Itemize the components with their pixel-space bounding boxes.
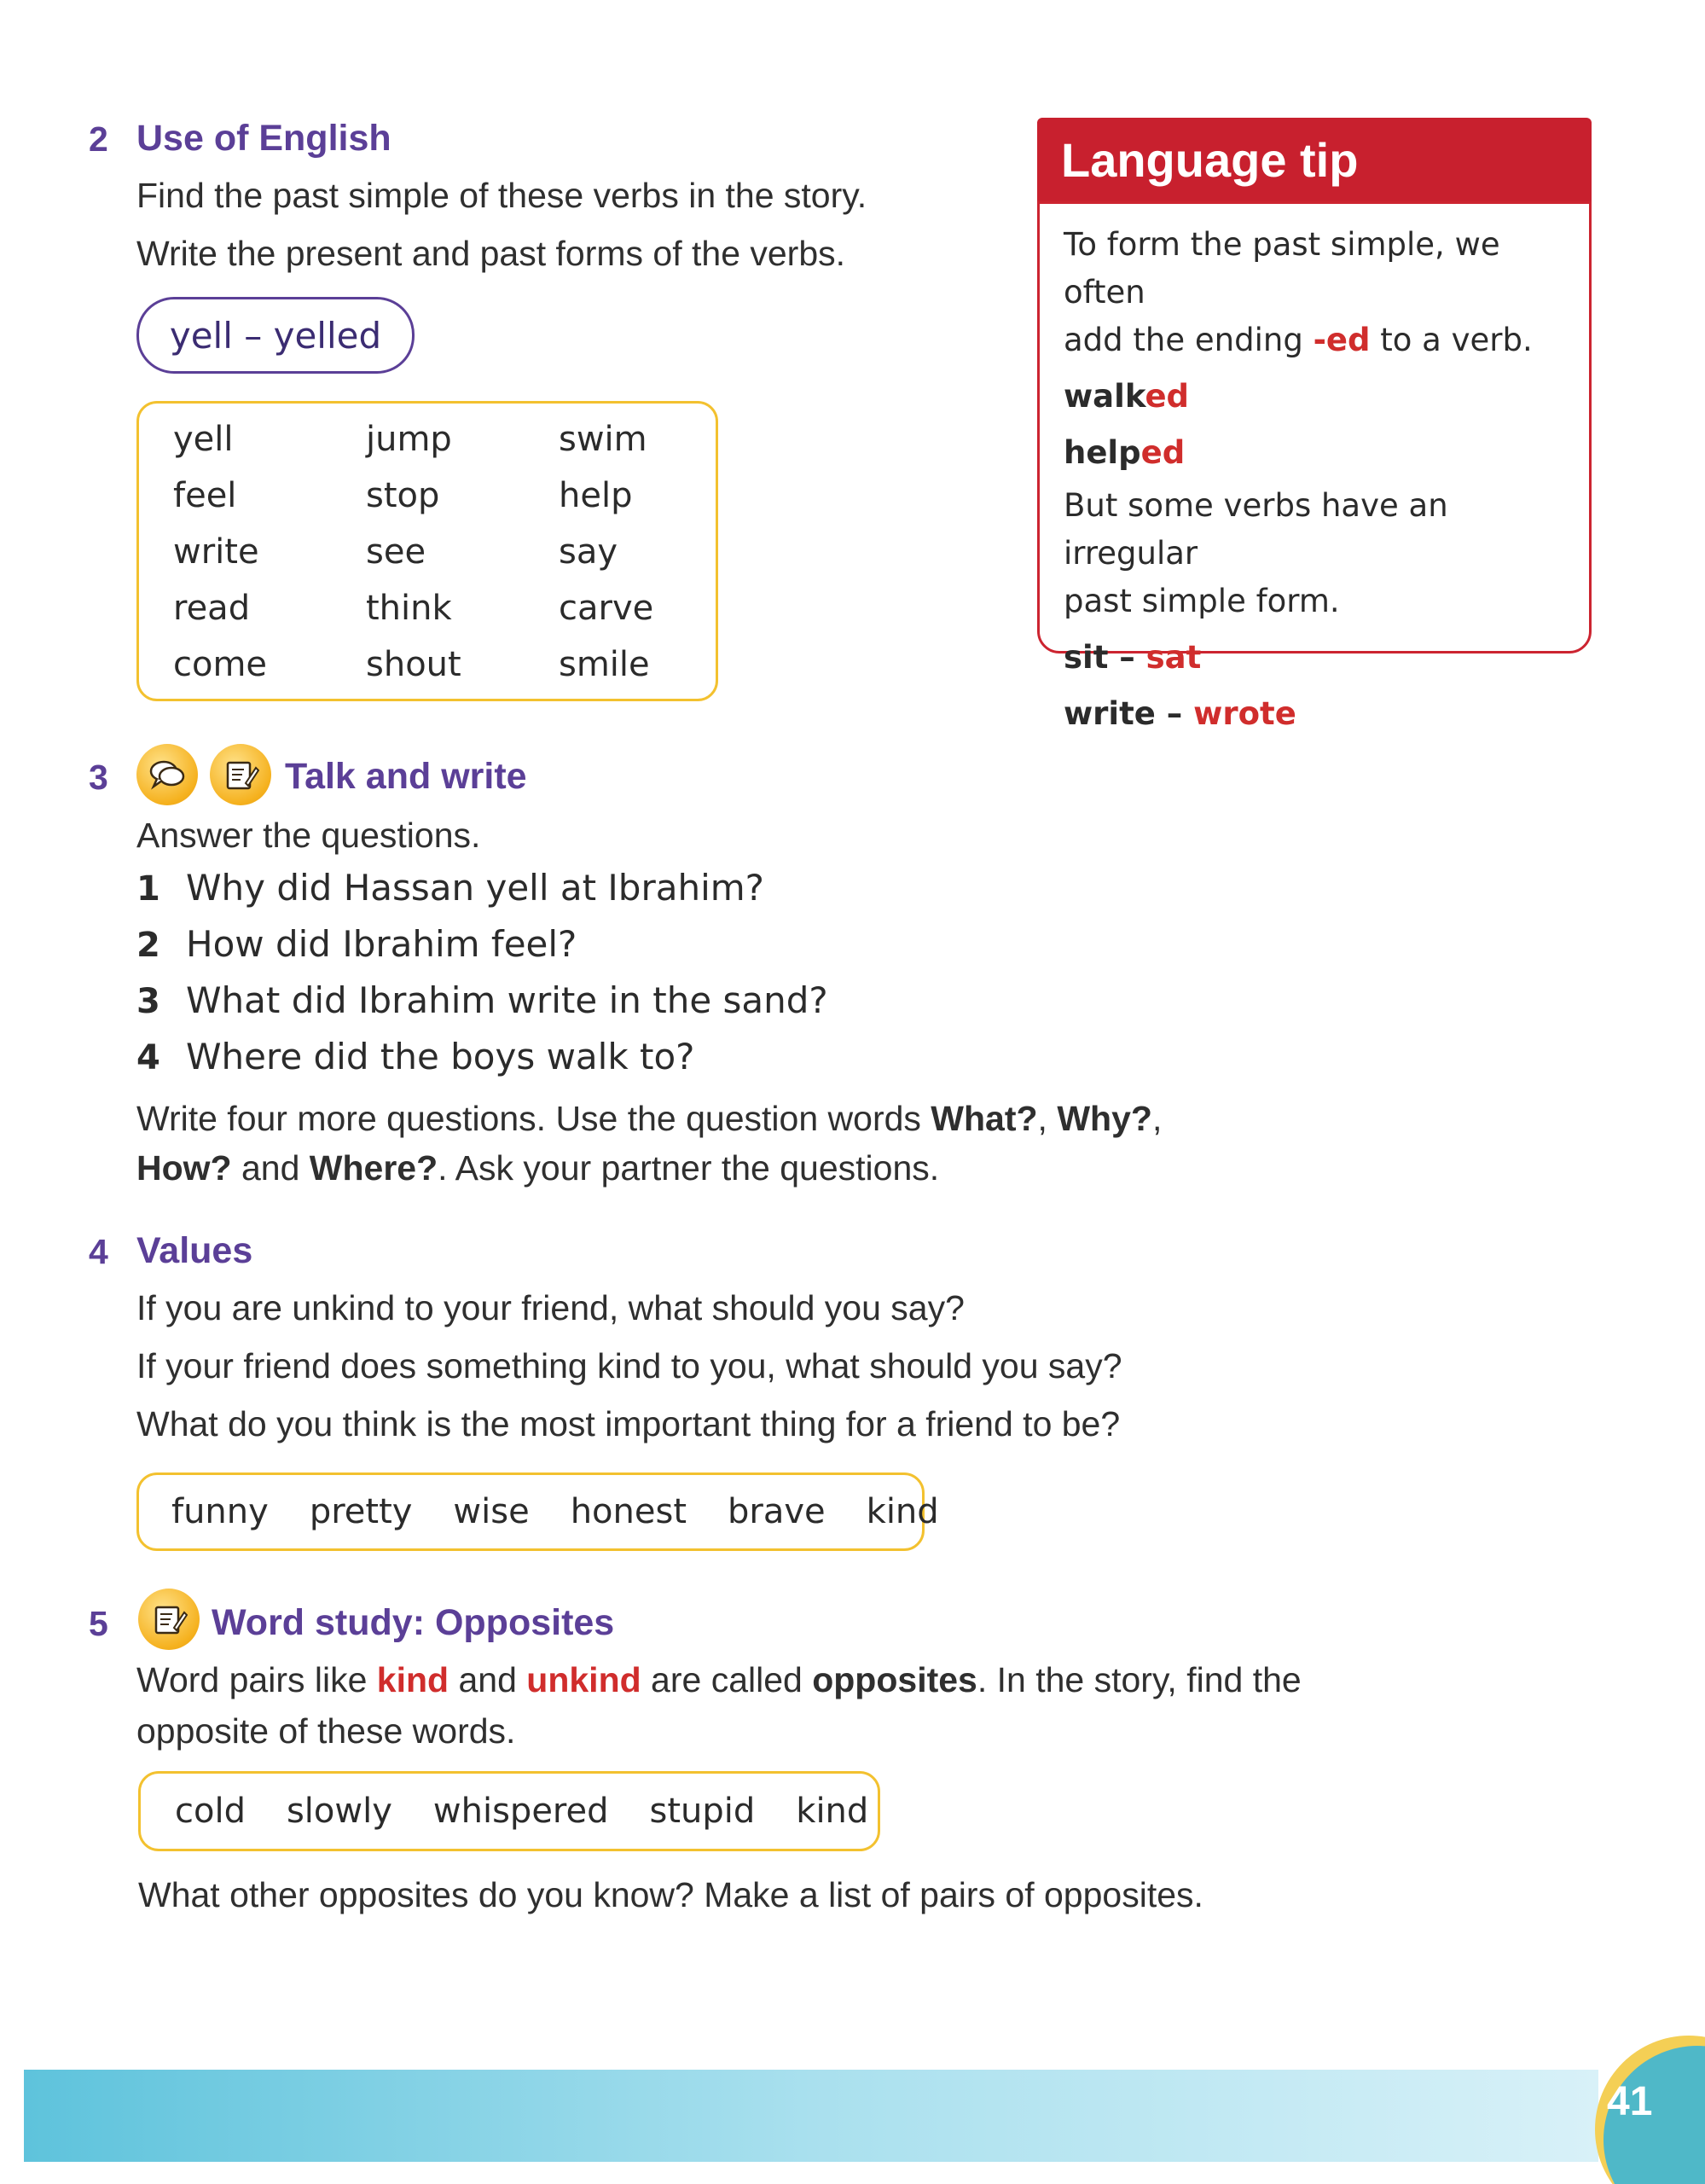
section-3-title: Talk and write — [285, 756, 527, 797]
opposite-word: cold — [175, 1792, 246, 1831]
section-5-final: What other opposites do you know? Make a list of pairs of opposites. — [138, 1875, 1203, 1914]
question-number: 2 — [136, 926, 160, 965]
opposite-word: whispered — [432, 1792, 609, 1831]
opposites-words — [175, 1774, 878, 1849]
tip-example-sat — [1064, 634, 1565, 682]
verb-box — [136, 401, 718, 701]
section-2-line1: Find the past simple of these verbs in the story. — [136, 176, 867, 215]
verb: say — [559, 532, 618, 572]
opposites-word-box — [138, 1771, 880, 1851]
tip-example-ending: ed — [1140, 434, 1186, 471]
verb: carve — [559, 589, 654, 628]
question-item — [136, 867, 828, 923]
tip-example-past: wrote — [1193, 695, 1296, 732]
question-item — [136, 923, 828, 979]
para-text: . In the story, find the — [977, 1660, 1302, 1699]
page-corner — [1569, 2030, 1705, 2184]
tip-line3: But some verbs have an irregular — [1064, 487, 1448, 572]
tip-line1: To form the past simple, we often — [1064, 226, 1500, 311]
verb: stop — [366, 476, 440, 515]
section-3-intro: Answer the questions. — [136, 816, 481, 855]
section-3-para-line1 — [136, 1099, 1162, 1139]
verb: swim — [559, 420, 647, 459]
notepad-pencil-icon — [222, 756, 259, 793]
section-4-line2: If your friend does something kind to you, what should you say? — [136, 1346, 1122, 1385]
section-3-number: 3 — [89, 758, 108, 797]
verb: feel — [173, 476, 237, 515]
verb: read — [173, 589, 251, 628]
section-2-title: Use of English — [136, 118, 391, 159]
question-item — [136, 979, 828, 1036]
tip-line4: past simple form. — [1064, 583, 1340, 619]
tip-example-base: walk — [1064, 378, 1145, 415]
verb: smile — [559, 645, 650, 684]
section-5-para-line1 — [136, 1660, 1302, 1700]
section-3-para-line2 — [136, 1148, 939, 1188]
tip-example-walked — [1064, 373, 1565, 421]
section-5-title: Word study: Opposites — [212, 1602, 615, 1643]
values-word-box — [136, 1472, 939, 1551]
tip-example-base: help — [1064, 434, 1141, 471]
tip-text: add the ending — [1064, 322, 1314, 358]
speech-bubbles-icon — [148, 758, 186, 792]
section-2-number: 2 — [89, 119, 108, 159]
values-words — [171, 1475, 939, 1548]
value-word: brave — [728, 1492, 826, 1531]
question-word: What? — [931, 1099, 1038, 1138]
question-text: What did Ibrahim write in the sand? — [186, 979, 828, 1021]
example-pill — [136, 297, 415, 374]
highlight-word: unkind — [526, 1660, 641, 1699]
verb: jump — [366, 420, 452, 459]
verb: come — [173, 645, 268, 684]
verb: think — [366, 589, 452, 628]
value-word: kind — [866, 1492, 939, 1531]
tip-body — [1037, 201, 1592, 732]
tip-example-base: sit – — [1064, 639, 1146, 676]
opposite-word: slowly — [286, 1792, 392, 1831]
para-text: , — [1151, 1099, 1163, 1138]
question-number: 3 — [136, 982, 160, 1021]
verb: see — [366, 532, 426, 572]
bold-word: opposites — [812, 1660, 977, 1699]
write-icon — [138, 1589, 200, 1650]
opposite-word: stupid — [649, 1792, 756, 1831]
tip-example-ending: ed — [1145, 378, 1190, 415]
section-4-line1: If you are unkind to your friend, what should you say? — [136, 1288, 965, 1327]
tip-example-helped — [1064, 429, 1565, 477]
value-word: honest — [570, 1492, 687, 1531]
page-number: 41 — [1607, 2079, 1653, 2124]
example-text: yell – yelled — [169, 314, 382, 357]
verb: write — [173, 532, 259, 572]
tip-example-wrote — [1064, 690, 1565, 738]
section-4-title: Values — [136, 1230, 253, 1271]
talk-icon — [136, 744, 198, 805]
para-text: . Ask your partner the questions. — [438, 1148, 940, 1188]
question-text: Where did the boys walk to? — [186, 1036, 695, 1077]
verb: help — [559, 476, 633, 515]
value-word: funny — [171, 1492, 269, 1531]
para-text: Write four more questions. Use the question words — [136, 1099, 931, 1138]
section-4-line3: What do you think is the most important thing for a friend to be? — [136, 1404, 1121, 1443]
tip-highlight: -ed — [1313, 322, 1371, 358]
section-4-number: 4 — [89, 1232, 108, 1271]
question-number: 4 — [136, 1038, 160, 1077]
verb: shout — [366, 645, 461, 684]
tip-title: Language tip — [1037, 118, 1592, 201]
question-word: Where? — [309, 1148, 438, 1188]
question-number: 1 — [136, 869, 160, 909]
verb: yell — [173, 420, 234, 459]
question-text: How did Ibrahim feel? — [186, 923, 577, 965]
question-item — [136, 1036, 828, 1092]
section-2-line2: Write the present and past forms of the verbs. — [136, 234, 846, 273]
highlight-word: kind — [376, 1660, 449, 1699]
para-text: are called — [641, 1660, 813, 1699]
value-word: pretty — [309, 1492, 413, 1531]
tip-line2 — [1064, 317, 1565, 364]
question-list — [136, 867, 828, 1092]
para-text: , — [1037, 1099, 1058, 1138]
verb-grid — [173, 419, 716, 685]
tip-example-past: sat — [1145, 639, 1202, 676]
section-5-para-line2: opposite of these words. — [136, 1711, 516, 1751]
para-text: and — [231, 1148, 310, 1188]
tip-example-base: write – — [1064, 695, 1194, 732]
para-text: and — [449, 1660, 527, 1699]
section-5-number: 5 — [89, 1604, 108, 1643]
question-word: Why? — [1057, 1099, 1152, 1138]
footer-band — [24, 2070, 1598, 2162]
language-tip — [1037, 118, 1592, 732]
question-text: Why did Hassan yell at Ibrahim? — [186, 867, 764, 909]
question-word: How? — [136, 1148, 232, 1188]
tip-text: to a verb. — [1370, 322, 1533, 358]
opposite-word: kind — [796, 1792, 869, 1831]
notepad-pencil-icon — [150, 1600, 188, 1638]
para-text: Word pairs like — [136, 1660, 377, 1699]
write-icon — [210, 744, 271, 805]
value-word: wise — [453, 1492, 530, 1531]
